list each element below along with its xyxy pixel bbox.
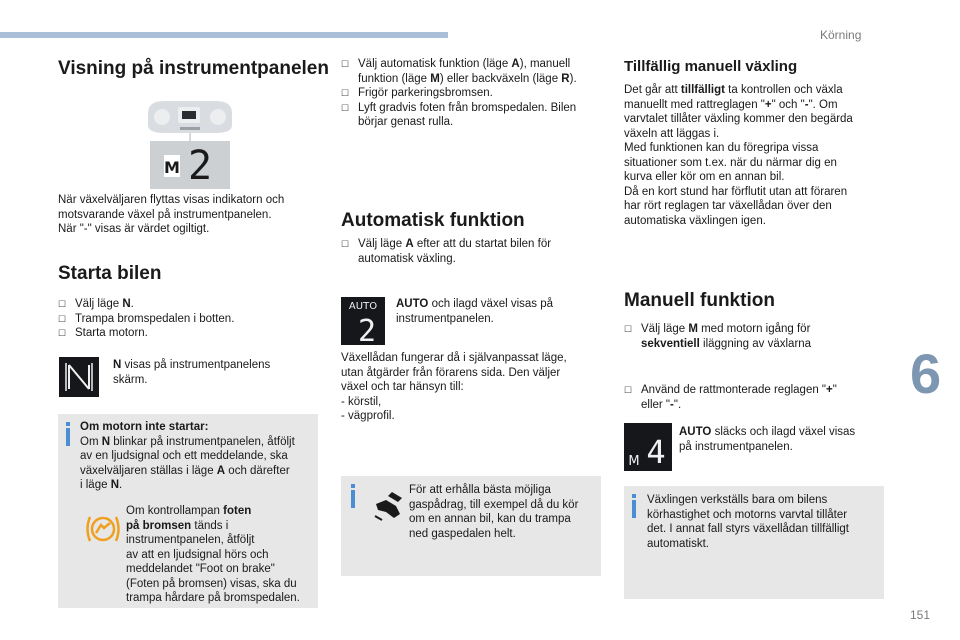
dashboard-mode-letter: M (164, 158, 180, 177)
engine-info-box (58, 414, 318, 608)
drive-steps-list (341, 57, 603, 130)
auto-display-label: AUTO (348, 301, 378, 312)
manual-display-gear: 4 (646, 433, 666, 471)
manual-display-icon (624, 423, 672, 471)
heading-starta-bilen: Starta bilen (58, 263, 162, 284)
visning-description (58, 193, 323, 237)
n-display-icon (59, 357, 99, 397)
brake-info-text: Om kontrollampan foten på bromsen tänds i instrumentpanelen, åtföljt av att en ljudsignal hörs och meddelandet "Foot on brake" (Foten på bromsen) visas, ska du trampa hårdare på bromspedalen. (126, 505, 300, 604)
info-icon (351, 490, 355, 508)
desc-line: Växellådan fungerar då i självanpassat läge, (341, 352, 567, 364)
info-icon (632, 500, 636, 518)
manual-steps-list-2 (624, 383, 886, 412)
list-item: ☐ Välj läge N. (58, 297, 318, 312)
engine-info-text: Om motorn inte startar: Om N blinkar på instrumentpanelen, åtföljt av en ljudsignal och ett meddelande, ska växelväljaren ställas i läge A och därefter i läge N. (80, 421, 295, 491)
section-header: Körning (820, 28, 862, 42)
desc-line: - vägprofil. (341, 410, 395, 422)
dashboard-gear-digit: 2 (187, 143, 213, 189)
start-steps-list (58, 297, 318, 341)
list-item: ☐ Välj läge M med motorn igång för sekventiell iläggning av växlarna (624, 322, 886, 351)
temp-manual-text: Det går att tillfälligt ta kontrollen och växla manuellt med rattreglagen "+" och "-". Om varvtalet tillåter växling kommer den begärda växeln att läggas i. Med funktionen kan du föregripa vissa situationer som t.ex. när du närmar dig en kurva eller kör om en annan bil. Då en kort stund har förflutit utan att föraren har rört reglagen tar växellådan över den automatiska växlingen igen. (624, 84, 853, 227)
heading-manuell-funktion: Manuell funktion (624, 290, 775, 311)
tip-text: För att erhålla bästa möjliga gaspådrag, till exempel då du kör om en annan bil, kan du trampa ned gaspedalen helt. (409, 484, 579, 540)
heading-automatisk-funktion: Automatisk funktion (341, 210, 525, 231)
desc-line: När "-" visas är värdet ogiltigt. (58, 223, 210, 235)
brake-warning-icon (84, 513, 122, 545)
manual-info-box (624, 486, 884, 599)
page-number: 151 (910, 608, 931, 622)
list-item: ☐ Lyft gradvis foten från bromspedalen. Bilen börjar genast rulla. (341, 101, 603, 130)
auto-display-text: AUTO och ilagd växel visas på instrumentpanelen. (396, 298, 554, 325)
desc-line: motsvarande växel på instrumentpanelen. (58, 208, 272, 221)
info-icon (66, 428, 70, 446)
auto-steps-list (341, 237, 603, 266)
manual-display-text: AUTO släcks och ilagd växel visas på instrumentpanelen. (679, 426, 856, 453)
chapter-tab (902, 338, 960, 410)
chapter-number: 6 (910, 342, 942, 405)
n-display-text: N visas på instrumentpanelens skärm. (113, 359, 271, 386)
desc-line: - körstil, (341, 395, 382, 408)
auto-description (341, 351, 603, 424)
desc-line: utan åtgärder från förarens sida. Den väljer (341, 366, 561, 379)
desc-line: växel och tar hänsyn till: (341, 381, 464, 393)
heading-tillfallig-manuell: Tillfällig manuell växling (624, 58, 798, 75)
list-item: ☐ Välj automatisk funktion (läge A), manuell funktion (läge M) eller backväxeln (läge R). (341, 57, 603, 86)
desc-line: När växelväljaren flyttas visas indikatorn och (58, 194, 285, 206)
foot-on-pedal-icon (372, 488, 404, 522)
dashboard-icon (142, 95, 238, 191)
manual-info-text: Växlingen verkställs bara om bilens körhastighet och motorns varvtal tillåter det. I annat fall styrs växellådan tillfälligt automatiskt. (647, 494, 849, 550)
manual-display-mode: M (628, 454, 640, 469)
list-item: ☐ Trampa bromspedalen i botten. (58, 312, 318, 327)
heading-visning: Visning på instrumentpanelen (58, 58, 329, 79)
list-item: ☐ Starta motorn. (58, 326, 318, 341)
auto-display-icon (341, 297, 385, 345)
auto-display-gear: 2 (357, 314, 377, 345)
list-item: ☐ Använd de rattmonterade reglagen "+" eller "-". (624, 383, 886, 412)
list-item: ☐ Välj läge A efter att du startat bilen för automatisk växling. (341, 237, 603, 266)
top-accent-bar (0, 32, 448, 38)
manual-steps-list-1 (624, 322, 886, 351)
list-item: ☐ Frigör parkeringsbromsen. (341, 86, 603, 101)
